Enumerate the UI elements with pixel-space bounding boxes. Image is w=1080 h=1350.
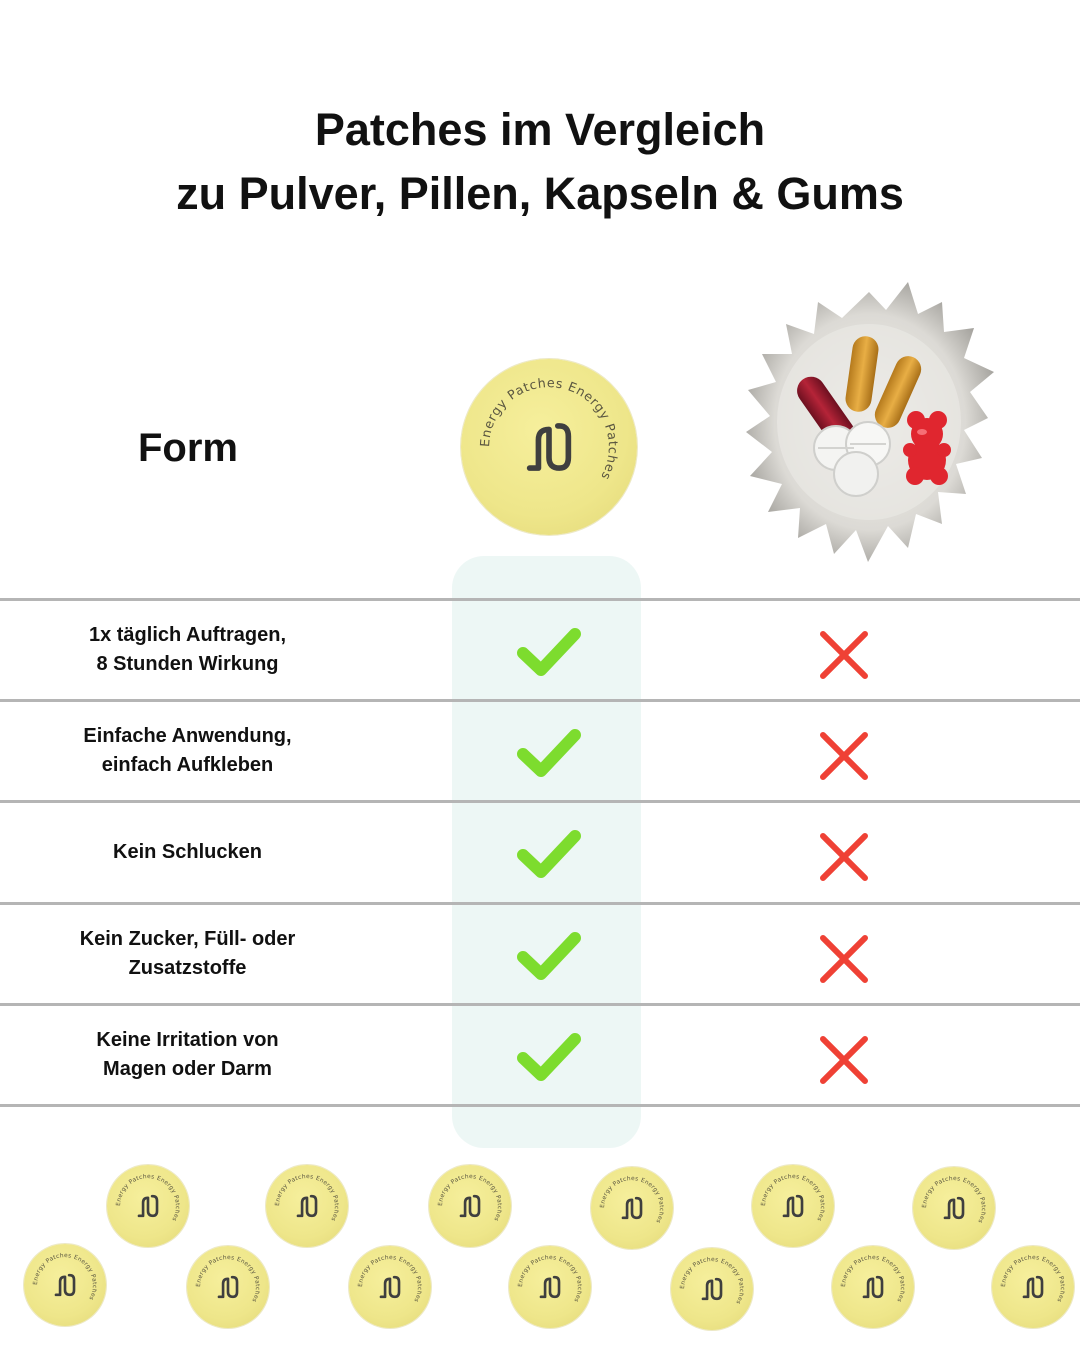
row-label: Einfache Anwendung, einfach Aufkleben xyxy=(83,725,292,776)
patch-ring-text: Energy Patches Energy Patches xyxy=(841,1255,905,1304)
row-label: Keine Irritation von Magen oder Darm xyxy=(96,1029,279,1080)
row-label: 1x täglich Auftragen, 8 Stunden Wirkung xyxy=(88,624,287,675)
comparison-row xyxy=(0,601,1080,699)
patch-ring-text: Energy Patches Energy Patches xyxy=(600,1176,664,1225)
energy-patch-image xyxy=(671,1248,753,1330)
check-icon xyxy=(514,929,584,983)
row-label: Kein Zucker, Füll- oder Zusatzstoffe xyxy=(79,928,296,979)
energy-patch-image xyxy=(509,1246,591,1328)
energy-patch-image xyxy=(107,1165,189,1247)
patch-ring-text: Energy Patches Energy Patches xyxy=(761,1174,825,1223)
patch-logo-icon xyxy=(266,1165,348,1247)
comparison-row xyxy=(0,803,1080,901)
patch-ring-text: Energy Patches Energy Patches xyxy=(275,1174,339,1223)
energy-patch-image xyxy=(266,1165,348,1247)
comparison-row xyxy=(0,905,1080,1003)
patch-logo-icon xyxy=(671,1248,753,1330)
patch-logo-icon xyxy=(107,1165,189,1247)
patch-logo-icon xyxy=(913,1167,995,1249)
cross-icon xyxy=(818,933,870,985)
patch-logo-icon xyxy=(429,1165,511,1247)
energy-patch-image xyxy=(24,1244,106,1326)
check-icon xyxy=(514,625,584,679)
patch-logo-icon xyxy=(509,1246,591,1328)
patch-ring-text: Energy Patches Energy Patches xyxy=(518,1255,582,1304)
row-label: Kein Schlucken xyxy=(113,840,262,863)
energy-patch-image xyxy=(992,1246,1074,1328)
patch-ring-text: Energy Patches Energy Patches xyxy=(1001,1255,1065,1304)
cross-icon xyxy=(818,629,870,681)
energy-patch-image xyxy=(429,1165,511,1247)
patch-ring-text: Energy Patches Energy Patches xyxy=(196,1255,260,1304)
patch-ring-text: Energy Patches Energy Patches xyxy=(477,375,621,483)
energy-patch-image xyxy=(461,359,637,535)
cross-icon xyxy=(818,1034,870,1086)
patch-ring-text: Energy Patches Energy Patches xyxy=(358,1255,422,1304)
patch-ring-text: Energy Patches Energy Patches xyxy=(116,1174,180,1223)
title-line-2: zu Pulver, Pillen, Kapseln & Gums xyxy=(176,168,904,219)
form-label: Form xyxy=(138,426,238,470)
energy-patch-image xyxy=(752,1165,834,1247)
patch-logo-icon xyxy=(349,1246,431,1328)
patch-logo-icon xyxy=(832,1246,914,1328)
cross-icon xyxy=(818,831,870,883)
title-line-1: Patches im Vergleich xyxy=(314,104,766,155)
comparison-row xyxy=(0,1006,1080,1104)
patch-ring-text: Energy Patches Energy Patches xyxy=(680,1257,744,1306)
patch-logo-icon xyxy=(591,1167,673,1249)
table-divider xyxy=(0,1104,1080,1107)
check-icon xyxy=(514,1030,584,1084)
page-title xyxy=(0,98,1080,226)
patch-logo-icon xyxy=(24,1244,106,1326)
energy-patch-image xyxy=(591,1167,673,1249)
supplements-image xyxy=(738,262,1000,586)
check-icon xyxy=(514,726,584,780)
patch-logo-icon xyxy=(461,359,637,535)
powder-pills-gummy-icon xyxy=(738,262,1000,586)
energy-patch-image xyxy=(832,1246,914,1328)
check-icon xyxy=(514,827,584,881)
cross-icon xyxy=(818,730,870,782)
comparison-row xyxy=(0,702,1080,800)
energy-patch-image xyxy=(913,1167,995,1249)
energy-patch-image xyxy=(349,1246,431,1328)
patch-ring-text: Energy Patches Energy Patches xyxy=(33,1253,97,1302)
patch-logo-icon xyxy=(752,1165,834,1247)
patch-logo-icon xyxy=(992,1246,1074,1328)
energy-patch-image xyxy=(187,1246,269,1328)
patch-logo-icon xyxy=(187,1246,269,1328)
patch-ring-text: Energy Patches Energy Patches xyxy=(438,1174,502,1223)
patch-ring-text: Energy Patches Energy Patches xyxy=(922,1176,986,1225)
